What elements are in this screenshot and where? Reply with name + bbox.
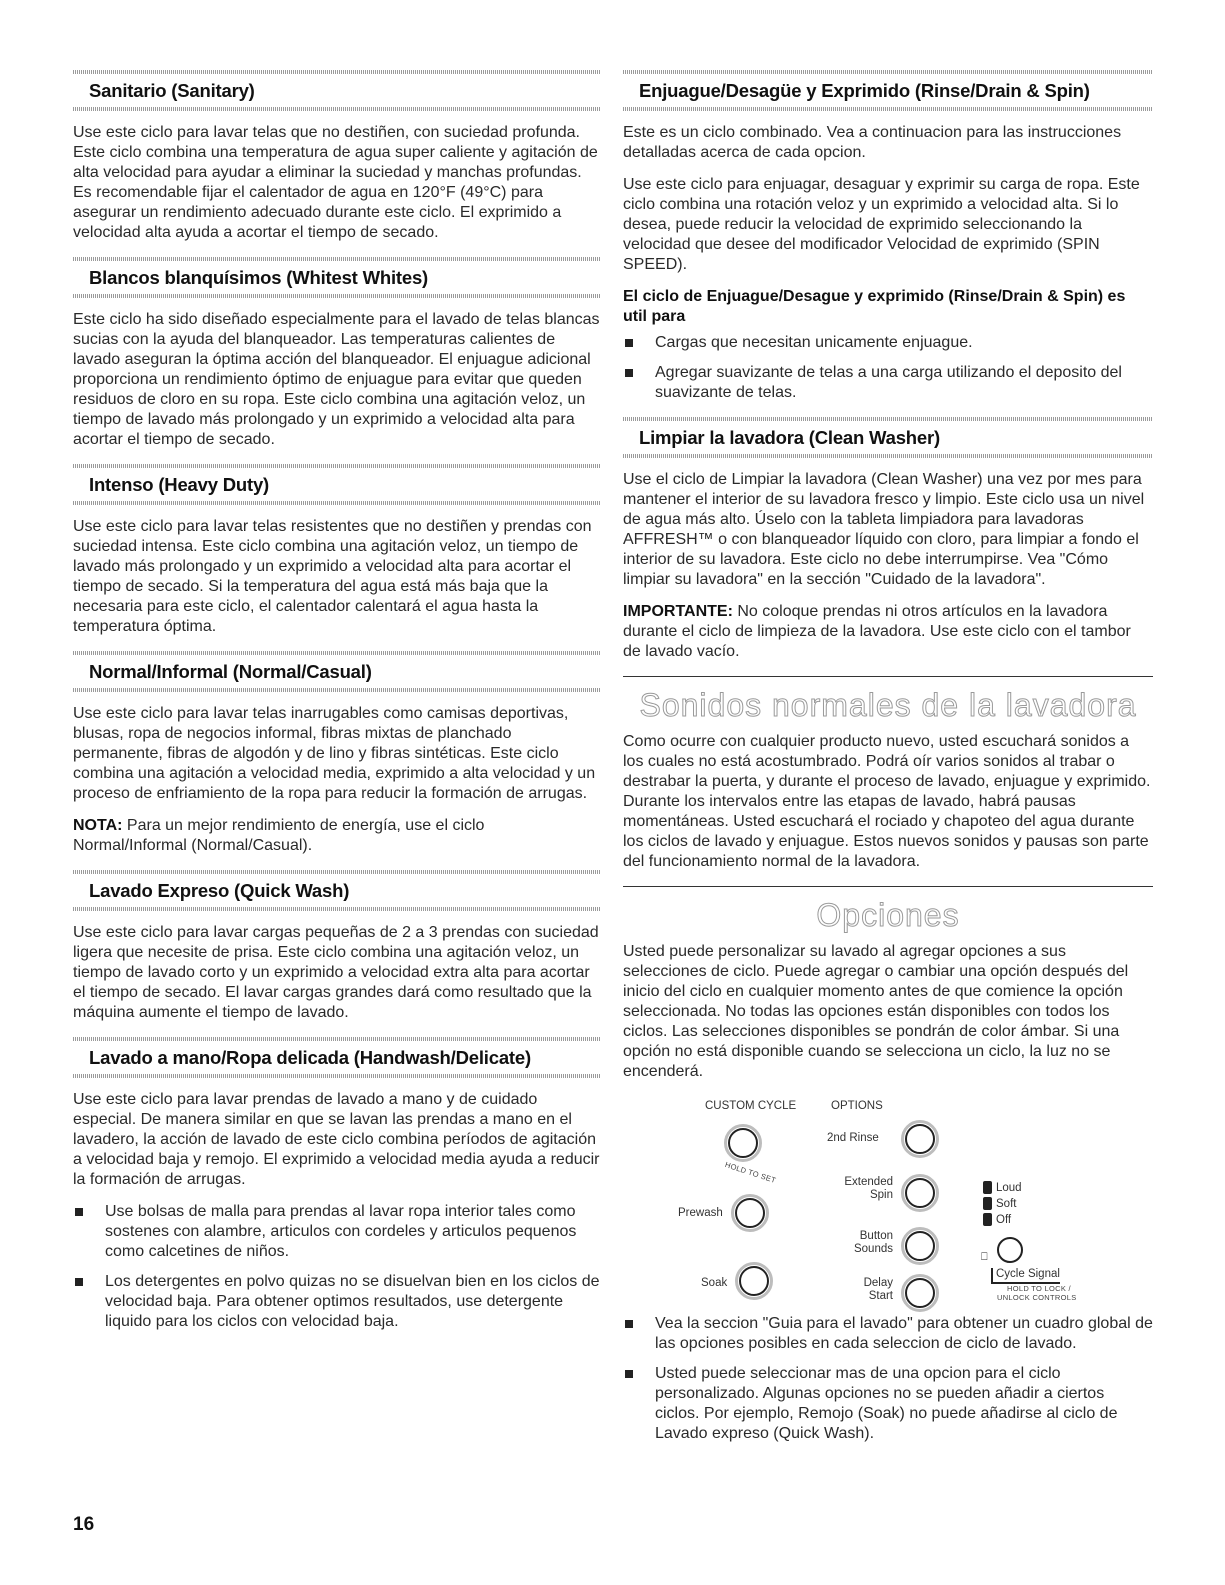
- list-item: Cargas que necesitan unicamente enjuague.: [623, 333, 1153, 353]
- section-body: Use este ciclo para lavar telas inarrugables como camisas deportivas, blusas, ropa de negocios informal, fibras mixtas de planchado permanente, fibras de algodón y de lino y fibras sintéticas. Este ciclo combina una agitación a velocidad media, exprimido a alta velocidad y un proceso de enfriamiento de la ropa para reducir la formación de arrugas.: [73, 705, 596, 802]
- section-clean-washer: [623, 417, 1153, 662]
- button-sounds-knob-icon: [905, 1231, 935, 1261]
- delay-start-label: Delay Start: [863, 1277, 893, 1302]
- section-body: Use el ciclo de Limpiar la lavadora (Clean Washer) una vez por mes para mantener el interior de su lavadora fresco y limpio. Este ciclo usa un nivel de agua más alto. Úselo con la tableta limpiadora para lavadoras AFFRESH™ o con blanqueador líquido con cloro, para limpiar a fondo el interior de su lavadora. Este ciclo no debe interrumpirse. Vea "Cómo limpiar su lavadora" en la sección "Cuidado de la lavadora".: [623, 471, 1145, 588]
- note-paragraph: [73, 816, 601, 856]
- options-label: OPTIONS: [831, 1100, 883, 1112]
- section-subheading: El ciclo de Enjuague/Desague y exprimido (Rinse/Drain & Spin) es util para: [623, 288, 1126, 325]
- section-body: Use este ciclo para lavar telas resistentes que no destiñen y prendas con suciedad intensa. Este ciclo combina una agitación veloz, un tiempo de lavado más prolongado y un exprimido a velocidad alta para acortar el tiempo de secado. Si la temperatura del agua está más baja que la necesaria para este ciclo, el calentador calentará el agua hasta la temperatura óptima.: [73, 518, 592, 635]
- bullet-square-icon: [625, 369, 633, 377]
- off-indicator-icon: [983, 1213, 992, 1226]
- second-rinse-knob-icon: [905, 1124, 935, 1154]
- section-body: Use este ciclo para enjuagar, desaguar y exprimir su carga de ropa. Este ciclo combina una rotación veloz y un exprimido a velocidad alta. Si lo desea, puede reducir la velocidad de exprimido seleccionando la velocidad que desee del modificador Velocidad de exprimido (SPIN SPEED).: [623, 176, 1140, 273]
- prewash-knob-icon: [735, 1198, 765, 1228]
- loud-indicator-icon: [983, 1181, 992, 1194]
- section-title: Intenso (Heavy Duty): [89, 474, 270, 495]
- control-panel-illustration: [623, 1094, 1153, 1304]
- custom-cycle-knob-icon: [728, 1128, 758, 1158]
- lock-icon: ⎕: [981, 1251, 988, 1263]
- section-title: Lavado a mano/Ropa delicada (Handwash/Delicate): [89, 1047, 531, 1068]
- cycle-signal-label: Cycle Signal: [991, 1268, 1060, 1284]
- bullet-square-icon: [625, 1370, 633, 1378]
- section-title: Enjuague/Desagüe y Exprimido (Rinse/Drain & Spin): [639, 80, 1090, 101]
- bullet-list: [73, 1202, 601, 1332]
- important-label: IMPORTANTE:: [623, 603, 733, 620]
- section-header: [623, 417, 1153, 458]
- section-body: Use este ciclo para lavar cargas pequeñas de 2 a 3 prendas con suciedad ligera que necesite de prisa. Este ciclo combina una agitación veloz, un tiempo de lavado corto y un exprimido a velocidad extra alta para acortar el tiempo de secado. El lavar cargas grandes dará como resultado que la máquina aumente el tiempo de lavado.: [73, 924, 599, 1021]
- options-body: Usted puede personalizar su lavado al agregar opciones a sus selecciones de ciclo. Puede agregar o cambiar una opción después del inicio del ciclo en cualquier momento antes de que comience la opción seleccionada. No todas las opciones están disponibles con todos los ciclos. Las selecciones disponibles se pondrán de color ámbar. Si una opción no está disponible cuando se selecciona un ciclo, la luz no se encenderá.: [623, 943, 1129, 1080]
- soak-label: Soak: [701, 1277, 728, 1289]
- section-body: Este es un ciclo combinado. Vea a continuacion para las instrucciones detalladas acerca de cada opcion.: [623, 124, 1122, 161]
- sounds-title: Sonidos normales de la lavadora: [639, 687, 1137, 723]
- section-handwash-delicate: [73, 1037, 601, 1332]
- section-header: [73, 870, 601, 911]
- unlock-controls-label: UNLOCK CONTROLS: [997, 1293, 1077, 1302]
- section-title: Lavado Expreso (Quick Wash): [89, 880, 350, 901]
- loud-label: Loud: [996, 1182, 1022, 1194]
- important-text: No coloque prendas ni otros artículos en la lavadora durante el ciclo de limpieza de la lavadora. Use este ciclo con el tambor de lavado vacío.: [623, 603, 1131, 660]
- section-title: Sanitario (Sanitary): [89, 80, 255, 101]
- soak-knob-icon: [739, 1266, 769, 1296]
- soft-indicator-icon: [983, 1197, 992, 1210]
- sounds-heading: [623, 676, 1153, 724]
- section-title: Blancos blanquísimos (Whitest Whites): [89, 267, 428, 288]
- soft-label: Soft: [996, 1198, 1017, 1210]
- delay-start-knob-icon: [905, 1278, 935, 1308]
- cycle-signal-knob-icon: [997, 1237, 1023, 1263]
- button-sounds-label: Button Sounds: [853, 1230, 893, 1255]
- section-rinse-drain-spin: [623, 70, 1153, 403]
- bullet-square-icon: [75, 1278, 83, 1286]
- left-column: [73, 70, 601, 1346]
- options-heading: [623, 886, 1153, 934]
- bullet-list: [623, 333, 1153, 403]
- section-header: [73, 257, 601, 298]
- off-label: Off: [996, 1214, 1012, 1226]
- extended-spin-knob-icon: [905, 1178, 935, 1208]
- section-header: [623, 70, 1153, 111]
- note-text: Para un mejor rendimiento de energía, use el ciclo Normal/Informal (Normal/Casual).: [73, 817, 485, 854]
- list-item: Vea la seccion "Guia para el lavado" para obtener un cuadro global de las opciones posibles en cada seleccion de ciclo de lavado.: [623, 1314, 1153, 1354]
- sounds-body: Como ocurre con cualquier producto nuevo, usted escuchará sonidos a los cuales no está acostumbrado. Podrá oír varios sonidos al trabar o destrabar la puerta, y durante el proceso de lavado, enjuague y exprimido. Durante los intervalos entre las etapas de lavado, habrá pausas momentáneas. Usted escuchará el rociado y chapoteo del agua durante los ciclos de lavado y enjuague. Estos nuevos sonidos y pausas son parte del funcionamiento normal de la lavadora.: [623, 733, 1151, 870]
- custom-cycle-label: CUSTOM CYCLE: [705, 1100, 797, 1112]
- right-column: [623, 70, 1153, 1456]
- section-quick-wash: [73, 870, 601, 1023]
- bullet-square-icon: [625, 339, 633, 347]
- bullet-square-icon: [625, 1320, 633, 1328]
- section-title: Limpiar la lavadora (Clean Washer): [639, 427, 940, 448]
- page-number: 16: [73, 1514, 95, 1535]
- section-heavy-duty: [73, 464, 601, 637]
- second-rinse-label: 2nd Rinse: [827, 1132, 879, 1144]
- list-item: Los detergentes en polvo quizas no se disuelvan bien en los ciclos de velocidad baja. Para obtener optimos resultados, use detergente liquido para los ciclos con velocidad baja.: [73, 1272, 601, 1332]
- section-body: Use este ciclo para lavar telas que no destiñen, con suciedad profunda. Este ciclo combina una temperatura de agua super caliente y agitación de alta velocidad para ayudar a eliminar la suciedad y manchas profundas. Es recomendable fijar el calentador de agua en 120°F (49°C) para asegurar un rendimiento adecuado durante este ciclo. El exprimido a velocidad alta ayuda a acortar el tiempo de secado.: [73, 124, 598, 241]
- note-label: NOTA:: [73, 817, 123, 834]
- section-body: Use este ciclo para lavar prendas de lavado a mano y de cuidado especial. De manera similar en que se lavan las prendas a mano en el lavadero, la acción de lavado de este ciclo combina períodos de agitación a velocidad baja y remojo. El exprimido a velocidad media ayuda a reducir la formación de arrugas.: [73, 1091, 600, 1188]
- bullet-square-icon: [75, 1208, 83, 1216]
- section-header: [73, 1037, 601, 1078]
- list-item: Usted puede seleccionar mas de una opcion para el ciclo personalizado. Algunas opciones no se pueden añadir a ciertos ciclos. Por ejemplo, Remojo (Soak) no puede añadirse al ciclo de Lavado expreso (Quick Wash).: [623, 1364, 1153, 1444]
- hold-to-set-label: HOLD TO SET: [723, 1160, 778, 1185]
- important-paragraph: [623, 602, 1153, 662]
- section-title: Normal/Informal (Normal/Casual): [89, 661, 372, 682]
- section-header: [73, 651, 601, 692]
- section-body: Este ciclo ha sido diseñado especialmente para el lavado de telas blancas sucias con la ayuda del blanqueador. Las temperaturas calientes de lavado aseguran la óptima acción del blanqueador. El enjuague adicional proporciona un rendimiento óptimo de enjuague para evitar que queden residuos de cloro en su ropa. Este ciclo combina una agitación veloz, un tiempo de lavado más prolongado y un exprimido a velocidad alta para acortar el tiempo de secado.: [73, 311, 600, 448]
- section-header: [73, 464, 601, 505]
- list-item: Use bolsas de malla para prendas al lavar ropa interior tales como sostenes con alambre, articulos con cordeles y articulos pequenos como calcetines de niños.: [73, 1202, 601, 1262]
- options-title: Opciones: [816, 897, 960, 933]
- section-whitest-whites: [73, 257, 601, 450]
- section-normal-casual: [73, 651, 601, 856]
- hold-to-lock-label: HOLD TO LOCK /: [1007, 1284, 1071, 1293]
- extended-spin-label: Extended Spin: [844, 1176, 893, 1201]
- bullet-list: [623, 1314, 1153, 1444]
- list-item: Agregar suavizante de telas a una carga utilizando el deposito del suavizante de telas.: [623, 363, 1153, 403]
- section-sanitary: [73, 70, 601, 243]
- section-header: [73, 70, 601, 111]
- prewash-label: Prewash: [678, 1207, 723, 1219]
